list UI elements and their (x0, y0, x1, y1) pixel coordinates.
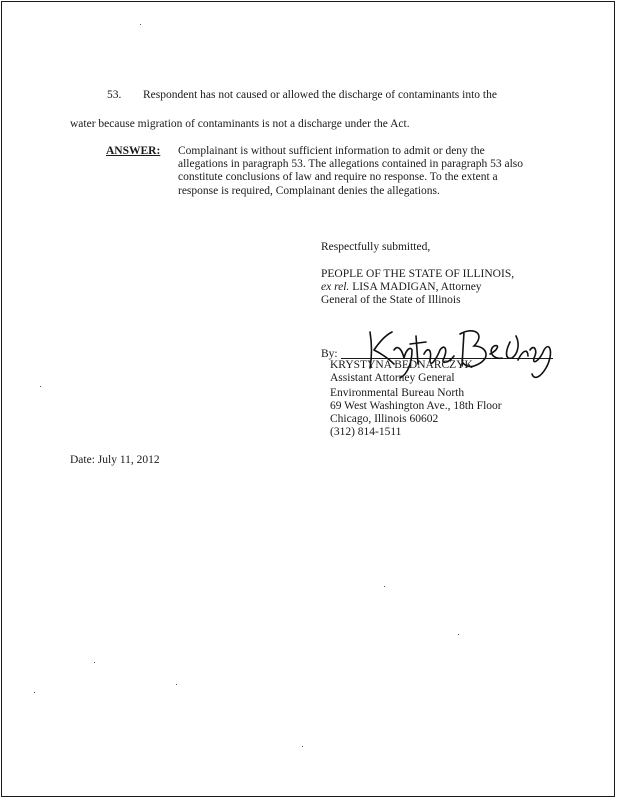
phone-number: (312) 814-1511 (330, 426, 402, 438)
paragraph-text-line1: Respondent has not caused or allowed the discharge of contaminants into the (143, 89, 497, 101)
scan-speck (40, 386, 41, 387)
scan-speck (384, 586, 385, 587)
city-address: Chicago, Illinois 60602 (330, 413, 439, 425)
signer-name: KRYSTYNA BEDNARCZYK (330, 359, 473, 371)
scan-speck (140, 24, 141, 25)
scan-speck (34, 692, 35, 693)
by-label: By: (321, 348, 338, 360)
street-address: 69 West Washington Ave., 18th Floor (330, 400, 502, 412)
answer-label: ANSWER: (106, 145, 161, 157)
attorney-name-title: LISA MADIGAN, Attorney (352, 281, 482, 293)
date-line: Date: July 11, 2012 (70, 454, 160, 466)
scan-speck (302, 746, 303, 747)
paragraph-text-line2: water because migration of contaminants is not a discharge under the Act. (70, 118, 410, 130)
signer-title: Assistant Attorney General (330, 372, 455, 384)
scan-speck (458, 634, 459, 635)
scan-speck (176, 684, 177, 685)
attorney-line (321, 281, 482, 294)
answer-text: Complainant is without sufficient information to admit or deny the allegations in paragraph 53. The allegations contained in paragraph 53 also constitute conclusions of law and require no response. To the extent a response is required, Complainant denies the allegations. (178, 145, 523, 197)
party-name: PEOPLE OF THE STATE OF ILLINOIS, (321, 268, 515, 280)
attorney-office: General of the State of Illinois (321, 294, 461, 306)
document-page (1, 1, 615, 797)
paragraph-number: 53. (107, 89, 122, 101)
bureau-name: Environmental Bureau North (330, 387, 465, 399)
closing-text: Respectfully submitted, (321, 241, 431, 253)
scan-speck (94, 662, 95, 663)
ex-rel-text: ex rel. (321, 281, 350, 293)
